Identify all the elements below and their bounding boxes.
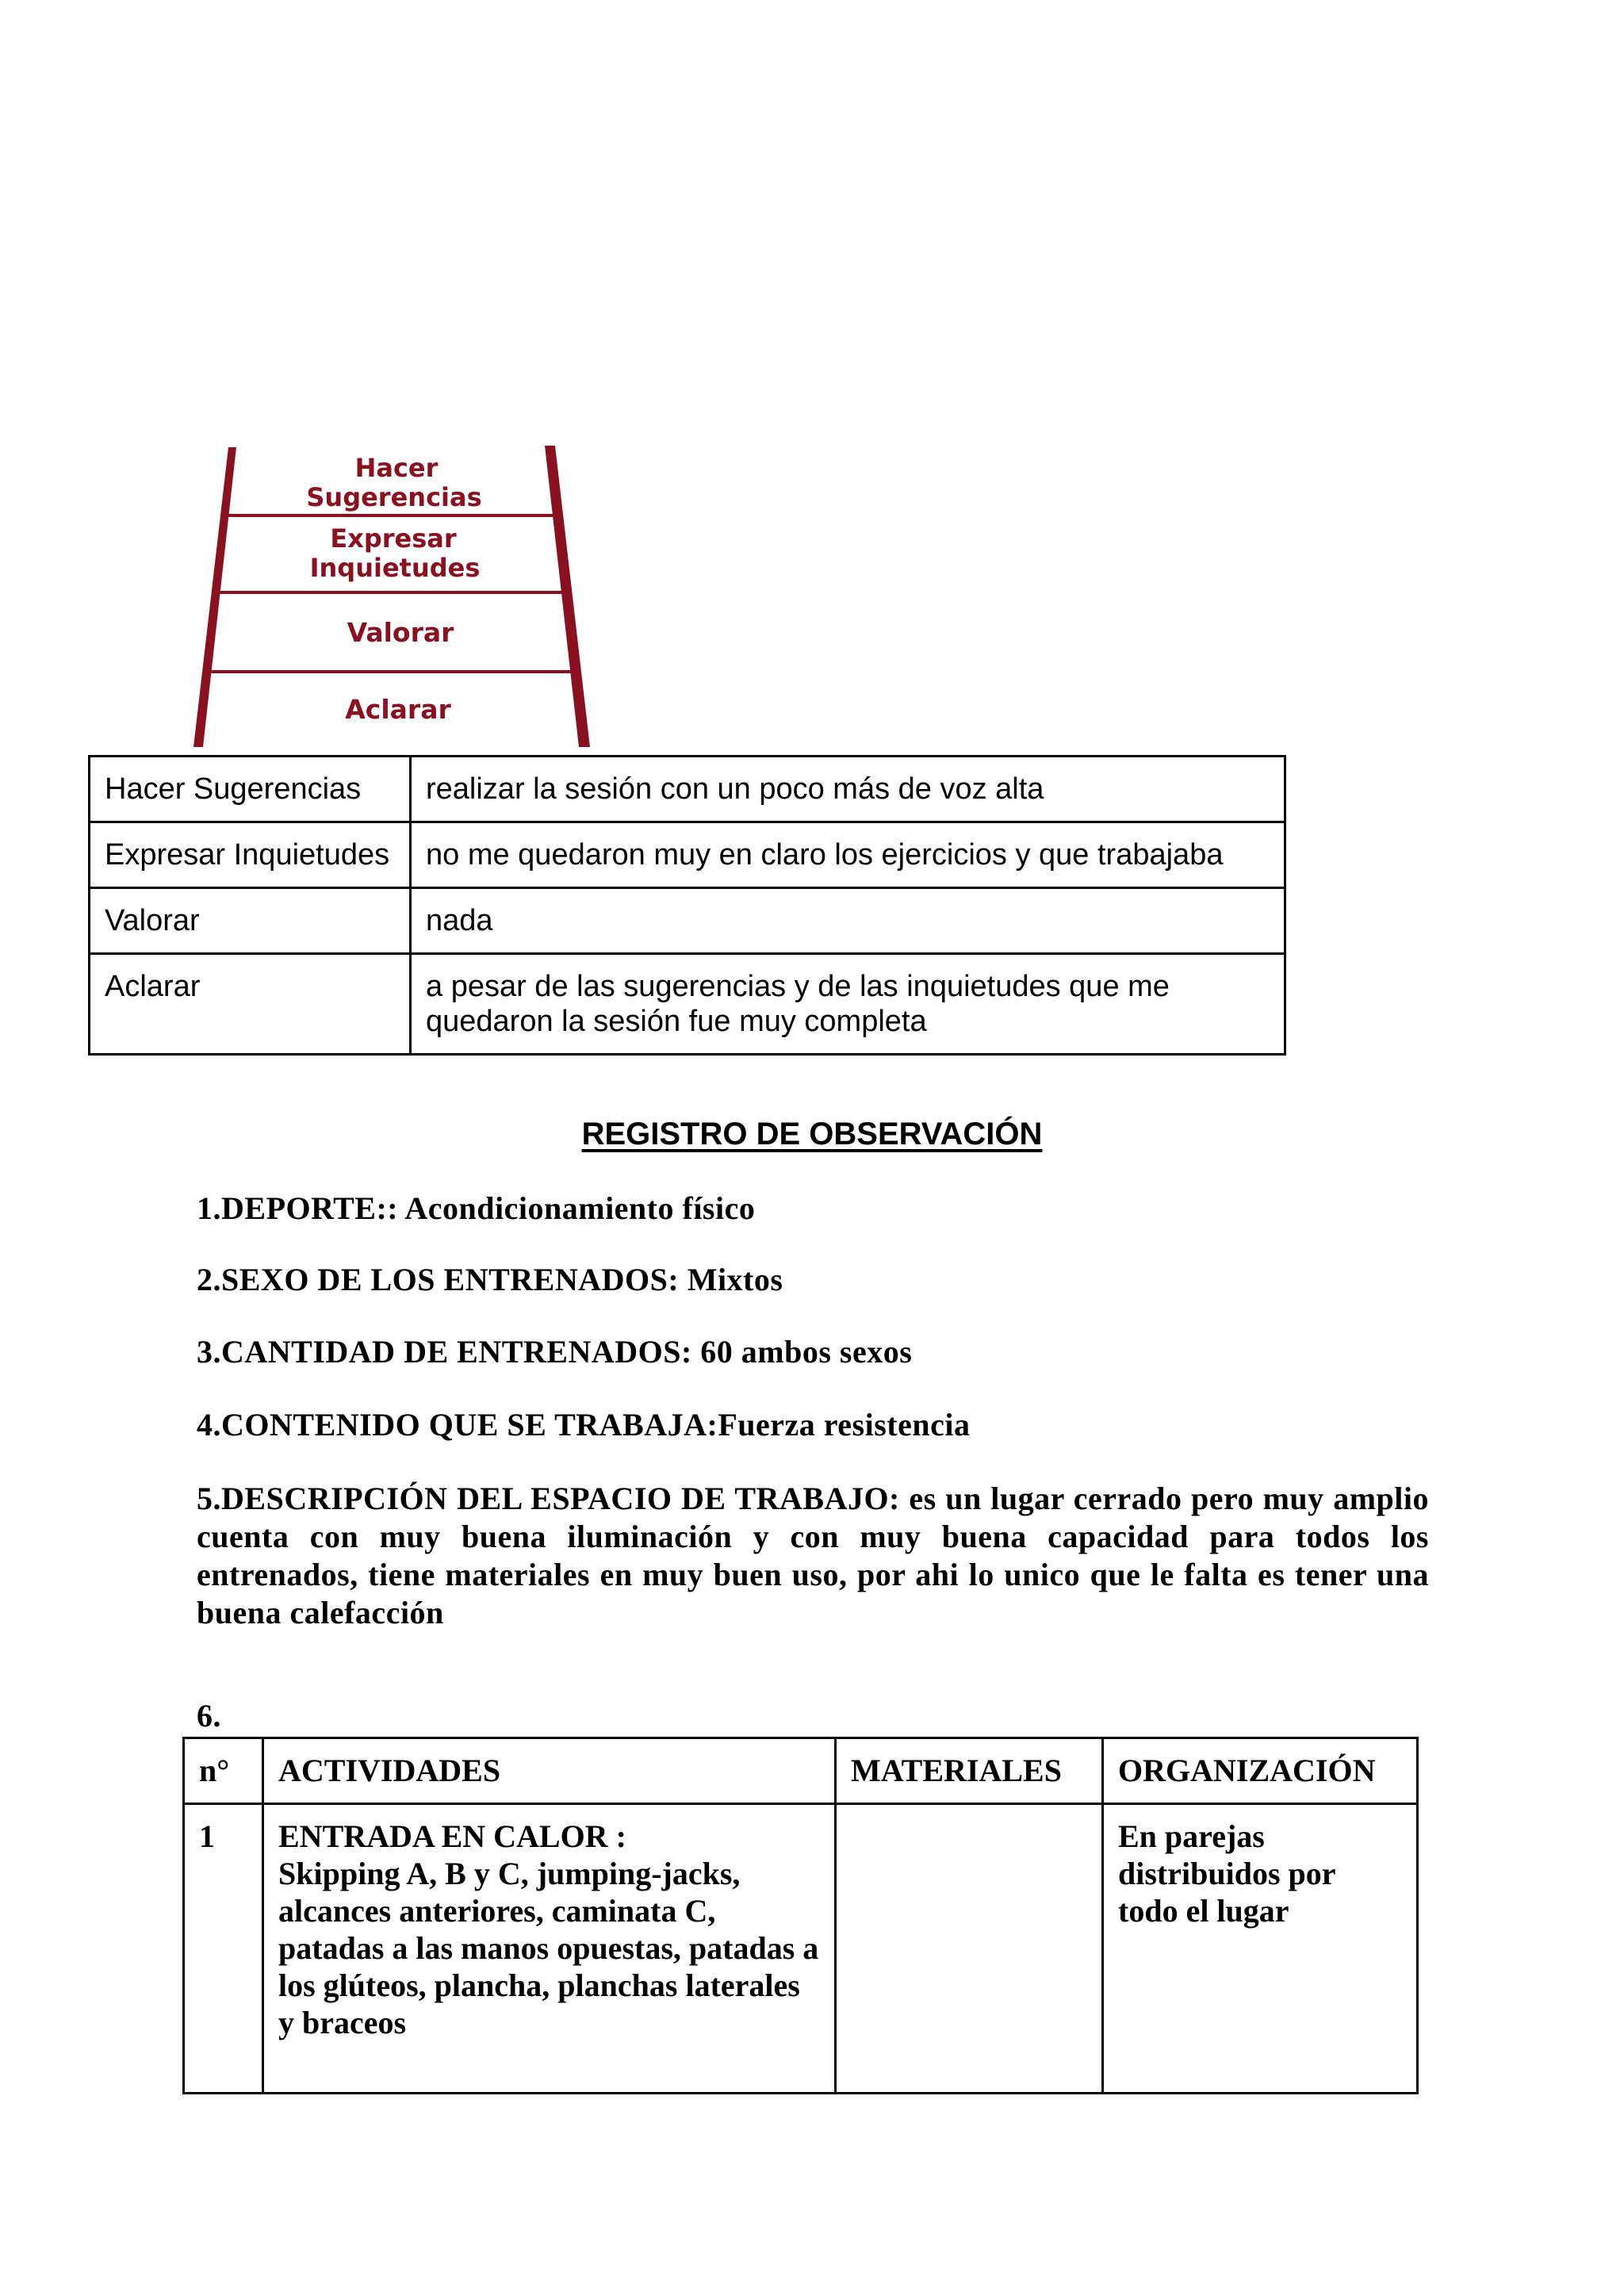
column-header-n: n° <box>184 1738 263 1804</box>
cell-n: 1 <box>184 1804 263 2094</box>
activities-table <box>182 1737 1419 2094</box>
feedback-value: nada <box>411 888 1285 954</box>
observation-item-sexo <box>197 1261 1429 1299</box>
ladder-label-aclarar: Aclarar <box>345 694 451 725</box>
feedback-label: Expresar Inquietudes <box>90 822 411 888</box>
observation-item-cantidad <box>197 1333 1429 1371</box>
item-value: Mixtos <box>679 1262 783 1297</box>
table-header-row <box>184 1738 1418 1804</box>
table-row <box>184 1804 1418 2094</box>
item-label: 1.DEPORTE:: <box>197 1190 399 1226</box>
ladder-label-hacer: Hacer <box>354 453 439 483</box>
observation-item-descripcion <box>197 1480 1429 1632</box>
cell-actividades <box>263 1804 836 2094</box>
cell-materiales <box>836 1804 1103 2094</box>
item-value: es un lugar cerrado pero muy amplio cuenta con muy buena iluminación y con muy buena capacidad para todos los entrenados, tiene materiales en muy buen uso, por ahi lo unico que le falta es tener una buena calefacción <box>197 1481 1429 1630</box>
feedback-label: Aclarar <box>90 954 411 1055</box>
table-row <box>90 888 1285 954</box>
feedback-label: Valorar <box>90 888 411 954</box>
item-value: 60 ambos sexos <box>691 1334 913 1370</box>
ladder-left-rail <box>193 447 236 747</box>
feedback-label: Hacer Sugerencias <box>90 757 411 822</box>
ladder-label-valorar: Valorar <box>347 617 454 648</box>
feedback-value: realizar la sesión con un poco más de voz alta <box>411 757 1285 822</box>
item-label: 3.CANTIDAD DE ENTRENADOS: <box>197 1334 692 1370</box>
feedback-table <box>88 755 1286 1056</box>
ladder-right-rail <box>545 446 590 747</box>
observation-item-deporte <box>197 1190 1429 1228</box>
item-label: 5.DESCRIPCIÓN DEL ESPACIO DE TRABAJO: <box>197 1481 900 1516</box>
ladder-diagram <box>193 441 598 747</box>
observation-item-6 <box>197 1697 1429 1735</box>
observation-item-contenido <box>197 1406 1429 1444</box>
feedback-value: no me quedaron muy en claro los ejercicios y que trabajaba <box>411 822 1285 888</box>
table-row <box>90 757 1285 822</box>
page-title: REGISTRO DE OBSERVACIÓN <box>581 1117 1043 1151</box>
cell-organizacion: En parejas distribuidos por todo el lugar <box>1103 1804 1418 2094</box>
column-header-materiales: MATERIALES <box>836 1738 1103 1804</box>
activity-description: Skipping A, B y C, jumping-jacks, alcances anteriores, caminata C, patadas a las manos opuestas, patadas a los glúteos, plancha, planchas laterales y braceos <box>278 1856 819 2040</box>
column-header-organizacion: ORGANIZACIÓN <box>1103 1738 1418 1804</box>
table-row <box>90 954 1285 1055</box>
ladder-label-expresar: Expresar <box>330 523 457 554</box>
item-label: 4.CONTENIDO QUE SE TRABAJA: <box>197 1407 718 1443</box>
item-value: Acondicionamiento físico <box>398 1190 756 1226</box>
item-label: 2.SEXO DE LOS ENTRENADOS: <box>197 1262 680 1297</box>
activity-title: ENTRADA EN CALOR : <box>278 1818 626 1854</box>
ladder-label-inquietudes: Inquietudes <box>309 553 481 583</box>
column-header-actividades: ACTIVIDADES <box>263 1738 836 1804</box>
ladder-label-sugerencias: Sugerencias <box>306 482 482 512</box>
item-label: 6. <box>197 1698 221 1734</box>
table-row <box>90 822 1285 888</box>
item-value: Fuerza resistencia <box>718 1407 971 1443</box>
feedback-value: a pesar de las sugerencias y de las inquietudes que me quedaron la sesión fue muy completa <box>411 954 1285 1055</box>
